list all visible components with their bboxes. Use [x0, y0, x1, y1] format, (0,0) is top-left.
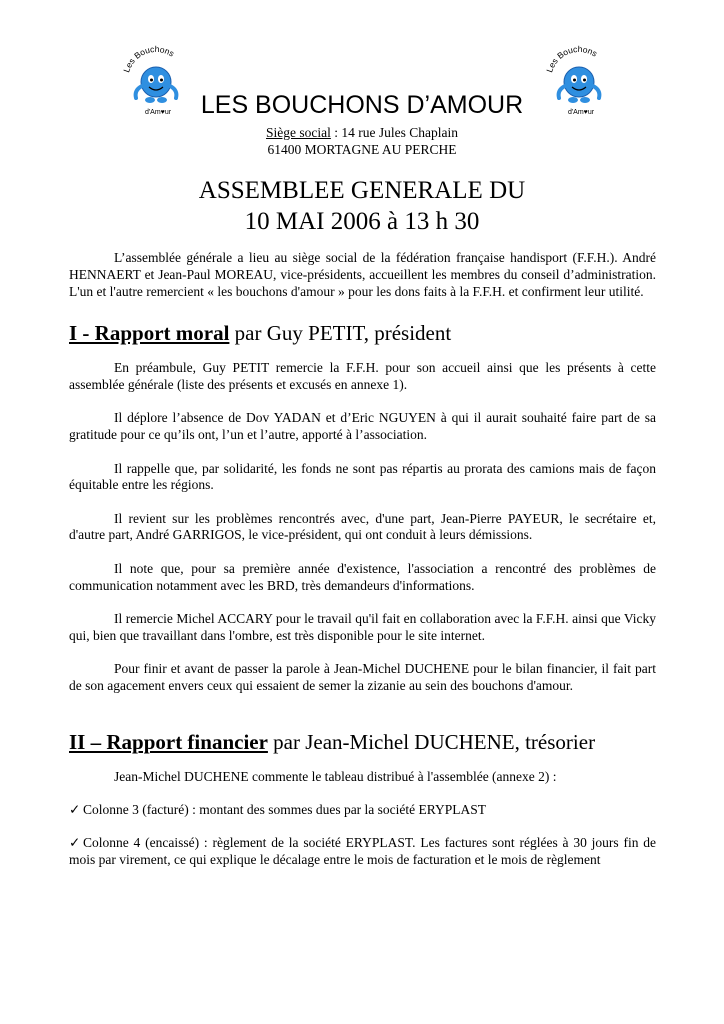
- section-1-heading-bold: I - Rapport moral: [69, 321, 230, 346]
- section-1-paragraph: Pour finir et avant de passer la parole à Jean-Michel DUCHENE pour le bilan financier, il fait part de son agacement envers ceux qui essaient de semer la zizanie au sein des bouchons d'amour.: [69, 660, 656, 693]
- checklist-item: [69, 835, 656, 869]
- svg-text:d'Am♥ur: d'Am♥ur: [144, 109, 172, 116]
- section-2-intro: Jean-Michel DUCHENE commente le tableau distribué à l'assemblée (annexe 2) :: [114, 768, 557, 784]
- svg-text:Les Bouchons: Les Bouchons: [121, 44, 177, 74]
- section-1-paragraph: Il revient sur les problèmes rencontrés avec, d'une part, Jean-Pierre PAYEUR, le secrétaire et, d'autre part, André GARRIGOS, le vice-président, qui ont conduit à leurs démissions.: [69, 510, 656, 543]
- document-title: [0, 175, 724, 237]
- section-2-heading-rest: par Jean-Michel DUCHENE, trésorier: [267, 729, 596, 754]
- checklist-item-text: Colonne 3 (facturé) : montant des sommes dues par la société ERYPLAST: [83, 801, 487, 817]
- address-street: : 14 rue Jules Chaplain: [330, 125, 458, 140]
- checklist-item: [69, 802, 656, 819]
- organization-name: LES BOUCHONS D’AMOUR: [200, 91, 524, 119]
- title-line-2: 10 MAI 2006 à 13 h 30: [244, 208, 480, 235]
- section-1-paragraph: En préambule, Guy PETIT remercie la F.F.H. pour son accueil ainsi que les présents à cette assemblée générale (liste des présents et excusés en annexe 1).: [69, 360, 656, 393]
- svg-text:Les Bouchons: Les Bouchons: [544, 44, 600, 74]
- checkmark-icon: ✓: [69, 835, 81, 851]
- address-line-1: [0, 124, 724, 141]
- address-label: Siège social: [266, 125, 331, 140]
- section-1-heading-rest: par Guy PETIT, président: [229, 321, 452, 346]
- title-line-1: ASSEMBLEE GENERALE DU: [198, 177, 526, 204]
- address-block: [0, 124, 724, 158]
- document-body: [69, 250, 656, 869]
- checklist-item-text: Colonne 4 (encaissé) : règlement de la société ERYPLAST. Les factures sont réglées à 30 jours fin de mois par virement, ce qui explique le décalage entre le mois de facturation et le mois de règlement: [69, 835, 656, 867]
- section-1-paragraph: Il remercie Michel ACCARY pour le travail qu'il fait en collaboration avec la F.F.H. ainsi que Vicky qui, bien que travaillant dans l'ombre, est très disponible pour le site internet.: [69, 610, 656, 643]
- section-1-heading: [69, 320, 656, 346]
- svg-text:d'Am♥ur: d'Am♥ur: [567, 109, 595, 116]
- section-1-paragraph: Il note que, pour sa première année d'existence, l'association a rencontré des problèmes de communication notamment avec les BRD, très demandeurs d'informations.: [69, 560, 656, 593]
- address-line-2: 61400 MORTAGNE AU PERCHE: [267, 142, 457, 157]
- checkmark-icon: ✓: [69, 801, 81, 817]
- section-2-heading-bold: II – Rapport financier: [69, 729, 268, 754]
- intro-paragraph: L’assemblée générale a lieu au siège social de la fédération française handisport (F.F.H.). André HENNAERT et Jean-Paul MOREAU, vice-présidents, accueillent les membres du conseil d’administration. L'un et l'autre remercient « les bouchons d'amour » pour les dons faits à la F.F.H. et confirment leur utilité.: [69, 250, 656, 299]
- section-2-heading: [69, 729, 656, 755]
- section-1-paragraph: Il rappelle que, par solidarité, les fonds ne sont pas répartis au prorata des camions mais de façon équitable entre les régions.: [69, 460, 656, 493]
- section-1-paragraph: Il déplore l’absence de Dov YADAN et d’Eric NGUYEN à qui il aurait souhaité faire part de sa gratitude pour ce qu’ils ont, l’un et l’autre, apporté à l’association.: [69, 410, 656, 443]
